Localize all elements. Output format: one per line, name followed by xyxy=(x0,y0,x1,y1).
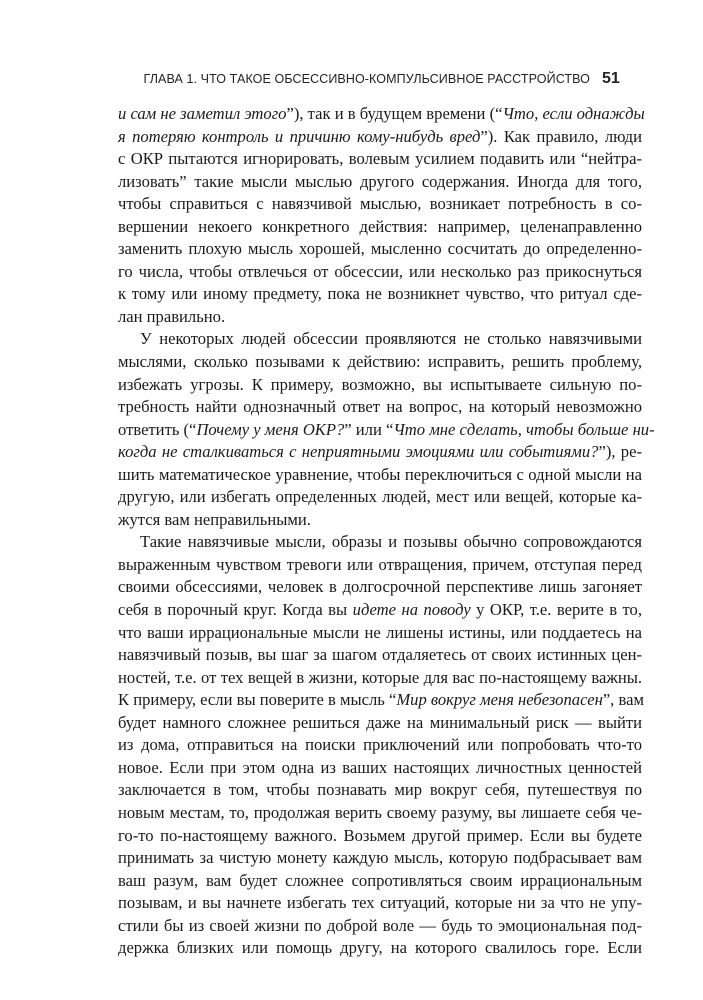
text-run: избежать угрозы. К примеру, возможно, вы испытываете сильную по- xyxy=(118,374,642,394)
italic-phrase: я потеряю контроль и причиню кому-нибудь вред xyxy=(118,126,481,146)
text-line xyxy=(118,238,642,261)
text-run: другую, или избегать определенных людей, мест или вещей, которые ка- xyxy=(118,487,642,507)
text-run: го числа, чтобы отвлечься от обсессии, или несколько раз прикоснуться xyxy=(118,261,642,281)
italic-phrase: когда не сталкиваться с неприятными эмоциями или событиями? xyxy=(118,442,599,462)
text-run: стили бы из своей жизни по доброй воле — будь то эмоциональная под- xyxy=(118,915,642,935)
text-line xyxy=(118,554,642,577)
text-line xyxy=(118,351,642,374)
text-line xyxy=(118,622,642,645)
text-run: ”), так и в будущем времени (“ xyxy=(286,104,503,123)
text-run: ” или “ xyxy=(344,419,394,439)
text-run: ваш разум, вам будет сложнее сопротивляться своим иррациональным xyxy=(118,870,642,890)
text-run: го-то по-настоящему важного. Возьмем другой пример. Если вы будете xyxy=(118,825,642,845)
text-line xyxy=(118,148,642,171)
text-run: с ОКР пытаются игнорировать, волевым усилием подавить или “нейтра- xyxy=(118,149,642,169)
text-line xyxy=(118,306,642,329)
text-run: будет намного сложнее решиться даже на минимальный риск — выйти xyxy=(118,712,642,732)
text-run: выраженным чувством тревоги или отвращения, причем, отступая перед xyxy=(118,554,642,574)
text-run: лан правильно. xyxy=(118,306,226,326)
text-line xyxy=(118,825,642,848)
text-line xyxy=(118,734,642,757)
text-run: ностей, т.е. от тех вещей в жизни, которые для вас по-настоящему важны. xyxy=(118,667,642,687)
text-line xyxy=(118,374,642,397)
text-run: принимать за чистую монету каждую мысль, которую подбрасывает вам xyxy=(118,848,642,868)
text-run: чтобы справиться с навязчивой мыслью, возникает потребность в со- xyxy=(118,194,642,214)
text-line xyxy=(118,892,642,915)
text-run: навязчивый позыв, вы шаг за шагом отдаляетесь от своих истинных цен- xyxy=(118,645,642,665)
italic-phrase: Почему у меня ОКР? xyxy=(196,419,345,439)
text-line xyxy=(118,193,642,216)
italic-phrase: Что, если однажды xyxy=(502,104,645,123)
text-run: из дома, отправиться на поиски приключений или попробовать что-то xyxy=(118,735,642,755)
text-line xyxy=(118,689,642,712)
italic-phrase: Мир вокруг меня небезопасен xyxy=(396,690,603,710)
text-line xyxy=(118,757,642,780)
text-run: держка близких или помощь другу, на которого свалилось горе. Если xyxy=(118,938,642,958)
text-line xyxy=(118,599,642,622)
text-line xyxy=(118,847,642,870)
text-run: заменить плохую мысль хорошей, мысленно сосчитать до определенно- xyxy=(118,239,642,259)
text-run: шить математическое уравнение, чтобы переключиться с одной мысли на xyxy=(118,464,642,484)
text-line xyxy=(118,283,642,306)
text-run: что ваши иррациональные мысли не лишены истины, или поддаетесь на xyxy=(118,622,642,642)
text-run: своими обсессиями, человек в долгосрочной перспективе лишь загоняет xyxy=(118,577,642,597)
text-run: ”). Как правило, люди xyxy=(480,126,642,146)
text-line xyxy=(118,396,642,419)
text-line xyxy=(118,509,642,532)
text-line xyxy=(118,576,642,599)
text-run: У некоторых людей обсессии проявляются не столько навязчивыми xyxy=(140,329,642,349)
text-run: к тому или иному предмету, пока не возникнет чувство, что ритуал сде- xyxy=(118,284,642,304)
text-run: К примеру, если вы поверите в мысль “ xyxy=(118,690,397,710)
text-run: ”), ре- xyxy=(598,442,642,462)
body-text xyxy=(118,103,655,960)
text-line xyxy=(118,531,642,554)
page-number: 51 xyxy=(602,70,620,87)
text-line xyxy=(118,644,642,667)
text-line xyxy=(118,667,642,690)
text-run: Такие навязчивые мысли, образы и позывы обычно сопровождаются xyxy=(140,532,642,552)
text-run: ответить (“ xyxy=(118,419,197,439)
text-line xyxy=(118,126,642,149)
text-line xyxy=(118,171,642,194)
running-head: ГЛАВА 1. ЧТО ТАКОЕ ОБСЕССИВНО-КОМПУЛЬСИВНОЕ РАССТРОЙСТВО xyxy=(143,72,590,86)
italic-phrase: и сам не заметил этого xyxy=(118,104,287,123)
text-run: себя в порочный круг. Когда вы xyxy=(118,600,353,620)
text-line xyxy=(118,486,642,509)
text-line xyxy=(118,328,642,351)
text-line xyxy=(118,261,642,284)
text-line xyxy=(118,712,642,735)
text-line xyxy=(118,216,642,239)
text-run: позывам, и вы начнете избегать тех ситуаций, которые ни за что не упу- xyxy=(118,893,642,913)
text-run: мыслями, сколько позывами к действию: исправить, решить проблему, xyxy=(118,352,642,372)
text-line xyxy=(118,441,642,464)
text-line xyxy=(118,870,642,893)
text-run: лизовать” такие мысли мыслью другого содержания. Иногда для того, xyxy=(118,171,642,191)
text-run: требность найти однозначный ответ на вопрос, на который невозможно xyxy=(118,397,642,417)
italic-phrase: идете на поводу xyxy=(352,600,471,620)
text-line xyxy=(118,915,642,938)
text-run: новым местам, то, продолжая верить своему разуму, вы лишаете себя че- xyxy=(118,802,642,822)
text-run: ”, вам xyxy=(602,690,644,710)
text-run: у ОКР, т.е. верите в то, xyxy=(470,600,642,620)
text-line xyxy=(118,103,645,126)
text-run: заключается в том, чтобы познавать мир вокруг себя, путешествуя по xyxy=(118,780,642,800)
text-line xyxy=(118,779,642,802)
text-run: новое. Если при этом одна из ваших настоящих личностных ценностей xyxy=(118,757,642,777)
text-run: жутся вам неправильными. xyxy=(118,509,311,529)
text-line xyxy=(118,802,642,825)
text-line xyxy=(118,464,642,487)
italic-phrase: Что мне сделать, чтобы больше ни- xyxy=(393,419,655,439)
text-line xyxy=(118,419,655,442)
text-line xyxy=(118,937,642,960)
text-run: вершении некоего конкретного действия: например, целенаправленно xyxy=(118,216,642,236)
